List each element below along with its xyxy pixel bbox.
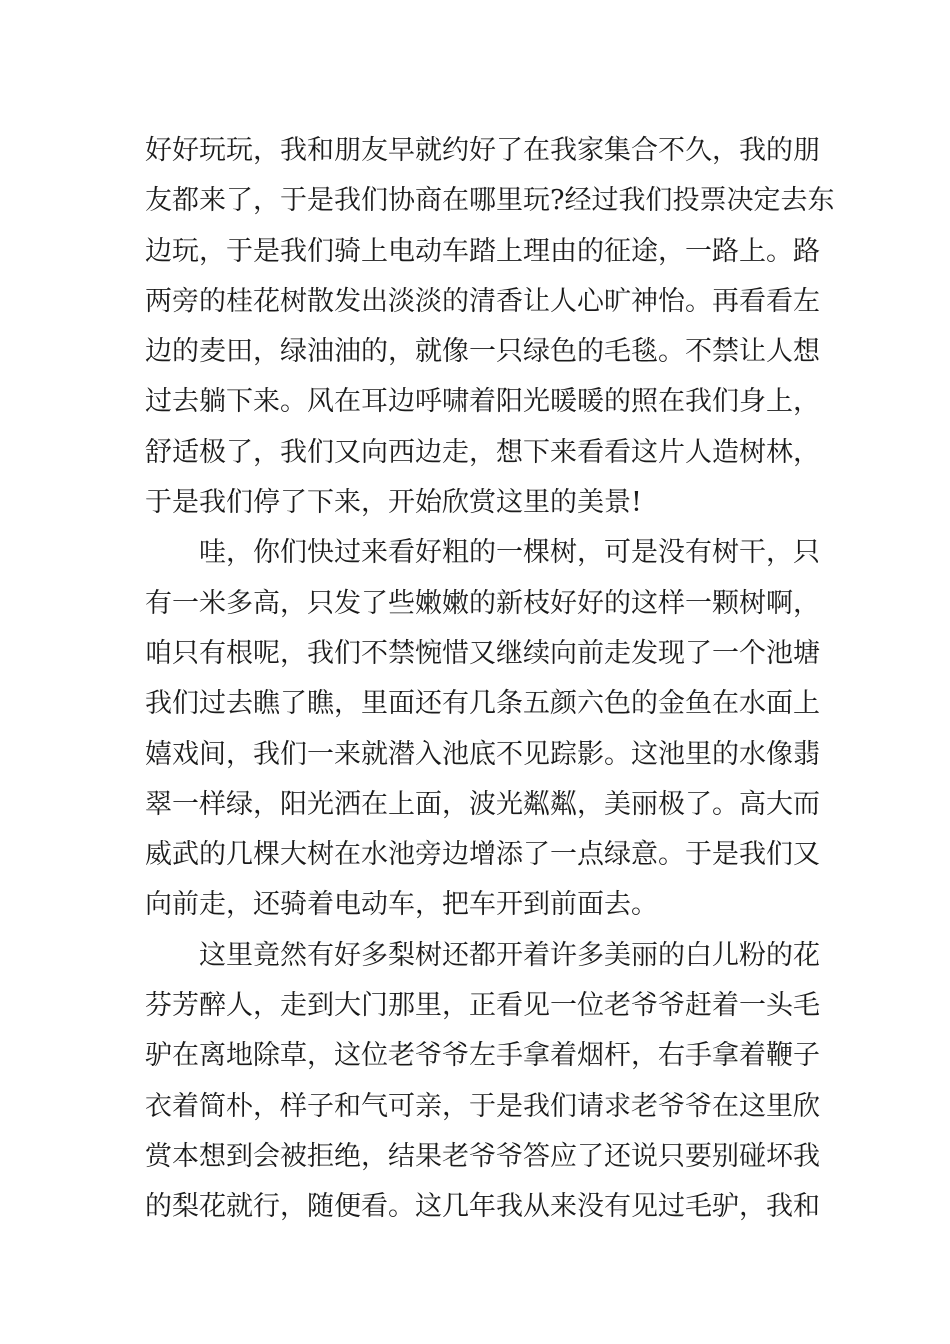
text-line: 我们过去瞧了瞧，里面还有几条五颜六色的金鱼在水面上: [145, 688, 820, 720]
text-line: 驴在离地除草，这位老爷爷左手拿着烟杆，右手拿着鞭子: [145, 1040, 820, 1072]
text-line: 过去躺下来。风在耳边呼啸着阳光暖暖的照在我们身上，: [145, 386, 820, 418]
text-line: 友都来了，于是我们协商在哪里玩?经过我们投票决定去东: [145, 185, 835, 217]
text-line: 嬉戏间，我们一来就潜入池底不见踪影。这池里的水像翡: [145, 738, 820, 770]
text-line: 咱只有根呢，我们不禁惋惜又继续向前走发现了一个池塘: [145, 637, 820, 669]
text-line: 芬芳醉人，走到大门那里，正看见一位老爷爷赶着一头毛: [145, 990, 820, 1022]
text-line: 边玩，于是我们骑上电动车踏上理由的征途，一路上。路: [145, 235, 820, 267]
text-line: 威武的几棵大树在水池旁边增添了一点绿意。于是我们又: [145, 839, 820, 871]
text-line: 于是我们停了下来，开始欣赏这里的美景!: [145, 487, 642, 519]
text-line: 好好玩玩，我和朋友早就约好了在我家集合不久，我的朋: [145, 135, 820, 166]
text-line: 衣着简朴，样子和气可亲，于是我们请求老爷爷在这里欣: [145, 1090, 820, 1122]
text-line: 翠一样绿，阳光洒在上面，波光粼粼，美丽极了。高大而: [145, 788, 820, 820]
text-line: 赏本想到会被拒绝，结果老爷爷答应了还说只要别碰坏我: [145, 1140, 820, 1172]
text-line: 边的麦田，绿油油的，就像一只绿色的毛毯。不禁让人想: [145, 336, 820, 368]
text-line: 舒适极了，我们又向西边走，想下来看看这片人造树林，: [145, 436, 820, 468]
text-line: 向前走，还骑着电动车，把车开到前面去。: [145, 889, 658, 921]
body-text: [145, 126, 835, 1233]
text-line: 有一米多高，只发了些嫩嫩的新枝好好的这样一颗树啊，: [145, 587, 820, 619]
text-line: 的梨花就行，随便看。这几年我从来没有见过毛驴，我和: [145, 1191, 820, 1223]
paragraph-first-line: 这里竟然有好多梨树还都开着许多美丽的白儿粉的花: [199, 939, 820, 971]
paragraph-first-line: 哇，你们快过来看好粗的一棵树，可是没有树干，只: [199, 537, 820, 569]
text-line: 两旁的桂花树散发出淡淡的清香让人心旷神怡。再看看左: [145, 285, 820, 317]
